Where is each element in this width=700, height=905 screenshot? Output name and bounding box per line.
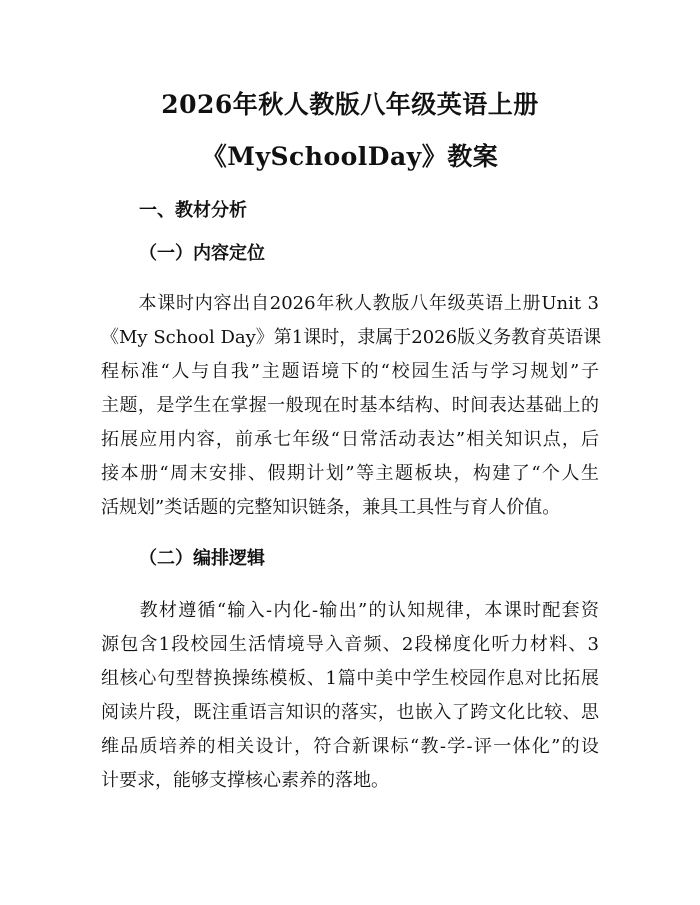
subsection-heading-content-positioning: （一）内容定位 xyxy=(139,243,265,264)
paragraph-line: 计要求，能够支撑核心素养的落地。 xyxy=(101,770,389,791)
section-heading-textbook-analysis: 一、教材分析 xyxy=(139,200,247,221)
paragraph-line: 拓展应用内容，前承七年级“日常活动表达”相关知识点，后 xyxy=(101,429,599,450)
paragraph-line: 组核心句型替换操练模板、1篇中美中学生校园作息对比拓展 xyxy=(101,668,599,689)
paragraph-arrangement-logic xyxy=(101,594,599,798)
paragraph-line: 接本册“周末安排、假期计划”等主题板块，构建了“个人生 xyxy=(101,463,599,484)
paragraph-line: 活规划”类话题的完整知识链条，兼具工具性与育人价值。 xyxy=(101,497,561,518)
paragraph-line: 本课时内容出自2026年秋人教版八年级英语上册Unit 3 xyxy=(101,293,599,314)
paragraph-line: 程标准“人与自我”主题语境下的“校园生活与学习规划”子 xyxy=(101,361,599,382)
paragraph-content-positioning xyxy=(101,287,602,525)
paragraph-line: 阅读片段，既注重语言知识的落实，也嵌入了跨文化比较、思 xyxy=(101,702,599,723)
paragraph-line: 主题，是学生在掌握一般现在时基本结构、时间表达基础上的 xyxy=(101,395,599,416)
document-title-line-1: 2026年秋人教版八年级英语上册 xyxy=(161,90,539,119)
subsection-heading-arrangement-logic: （二）编排逻辑 xyxy=(139,548,265,569)
paragraph-line: 维品质培养的相关设计，符合新课标“教-学-评一体化”的设 xyxy=(101,736,599,757)
document-title-line-2: 《MySchoolDay》教案 xyxy=(201,142,499,171)
paragraph-line: 教材遵循“输入-内化-输出”的认知规律，本课时配套资 xyxy=(101,600,599,621)
paragraph-line: 源包含1段校园生活情境导入音频、2段梯度化听力材料、3 xyxy=(101,634,599,655)
paragraph-line: 《My School Day》第1课时，隶属于2026版义务教育英语课 xyxy=(101,327,602,348)
